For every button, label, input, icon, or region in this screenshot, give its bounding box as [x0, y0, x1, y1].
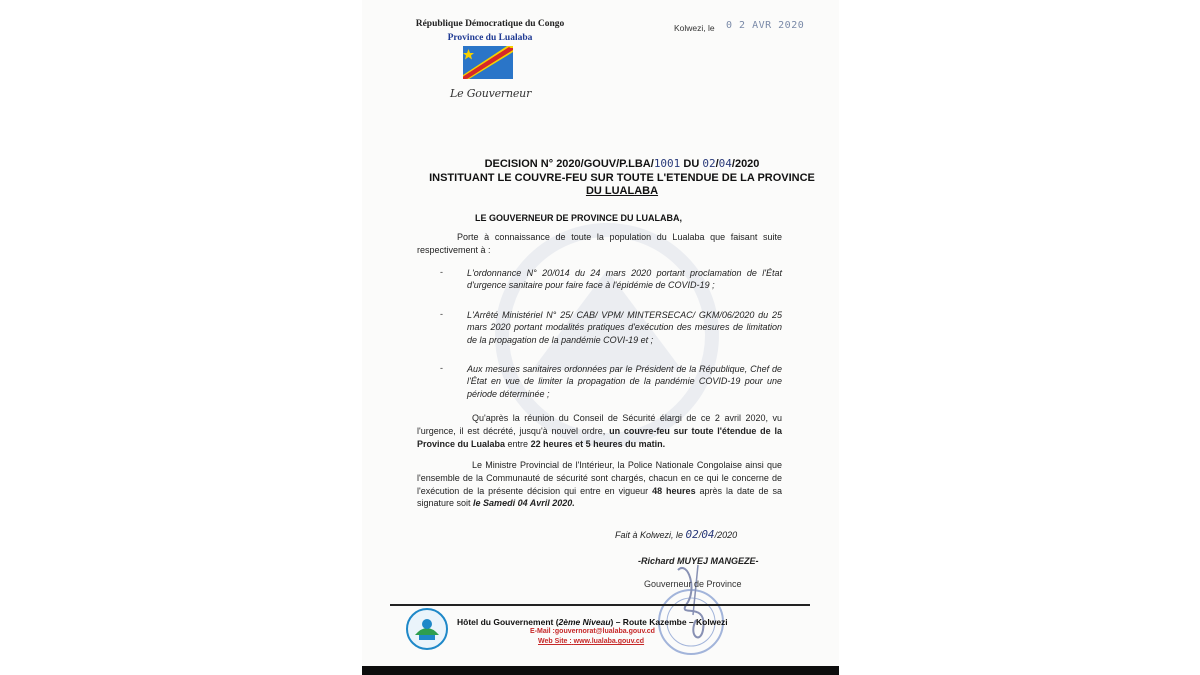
- bullet-2: -: [440, 309, 443, 319]
- bottom-bar: [362, 666, 839, 675]
- title-line2: INSTITUANT LE COUVRE-FEU SUR TOUTE L'ETENDUE DE LA PROVINCE: [429, 171, 815, 184]
- fait-label: Fait à Kolwezi, le: [615, 530, 684, 540]
- date-stamp: 0 2 AVR 2020: [726, 20, 805, 31]
- signer-name: -Richard MUYEJ MANGEZE-: [638, 556, 759, 566]
- list-item: L'Arrêté Ministériel N° 25/ CAB/ VPM/ MINTERSECAC/ GKM/06/2020 du 25 mars 2020 portant modalités pratiques d'exécution des mesures de limitation de la propagation de la pandémie COVI-19 et ;: [467, 310, 782, 345]
- bullet-3: -: [440, 363, 443, 373]
- title-prefix: DECISION N° 2020/GOUV/P.LBA/: [484, 158, 654, 170]
- curfew-paragraph: [417, 412, 782, 450]
- title-du: DU: [683, 158, 700, 170]
- addressee: LE GOUVERNEUR DE PROVINCE DU LUALABA,: [475, 213, 683, 223]
- email-address[interactable]: gouvernorat@lualaba.gouv.cd: [554, 628, 655, 635]
- addr-floor: 2ème Niveau: [558, 617, 611, 627]
- p2-part2: après la date de sa signature soit: [417, 485, 782, 509]
- place-date-label: Kolwezi, le: [674, 23, 715, 33]
- province-heading: Province du Lualaba: [447, 33, 533, 43]
- footer-address: [457, 617, 728, 627]
- bullet-1: -: [440, 267, 443, 277]
- intro-paragraph: Porte à connaissance de toute la population du Lualaba que faisant suite respectivement à :: [417, 232, 782, 255]
- republic-heading: République Démocratique du Congo: [415, 19, 565, 29]
- web-label: Web Site :: [538, 638, 572, 645]
- title-day: 02: [702, 157, 716, 170]
- fait-a-line: Fait à Kolwezi, le 02/04/2020: [615, 528, 738, 541]
- governor-script-title: Le Gouverneur: [450, 87, 532, 100]
- signer-title: Gouverneur de Province: [644, 579, 742, 589]
- email-label: E-Mail :: [530, 628, 555, 635]
- footer-divider: [390, 604, 810, 606]
- p1-part1: Qu'après la réunion du Conseil de Sécurité élargi de ce 2 avril 2020, vu l'urgence, il est décrété, jusqu'à nouvel ordre,: [417, 413, 782, 436]
- addr-prefix: Hôtel du Gouvernement (: [457, 617, 559, 627]
- p1-bold1: un couvre-feu sur toute l'étendue de la Province du Lualaba: [417, 425, 782, 449]
- footer-website: [538, 638, 644, 645]
- addr-suffix: ) – Route Kazembe – Kolwezi: [610, 617, 728, 627]
- decision-title: DECISION N° 2020/GOUV/P.LBA/1001 DU 02/04/2020 INSTITUANT LE COUVRE-FEU SUR TOUTE L'ETENDUE DE LA PROVINCE DU LUALABA: [429, 157, 815, 197]
- title-year: /2020: [731, 158, 760, 170]
- p1-part2: entre: [507, 438, 529, 449]
- list-item: Aux mesures sanitaires ordonnées par le Président de la République, Chef de l'État en vue de limiter la propagation de la pandémie COVID-19 pour une période déterminée ;: [467, 364, 782, 399]
- list-item: L'ordonnance N° 20/014 du 24 mars 2020 portant proclamation de l'État d'urgence sanitaire pour faire face à l'épidémie de COVID-19 ;: [467, 268, 782, 291]
- title-month: 04: [718, 157, 732, 170]
- execution-paragraph: [417, 459, 782, 510]
- document-page: [362, 0, 839, 675]
- footer-email: [530, 628, 655, 635]
- p1-bold2: 22 heures et 5 heures du matin.: [530, 438, 666, 449]
- p2-bold1: 48 heures: [652, 485, 696, 496]
- province-emblem-icon: [405, 607, 449, 651]
- fait-day: 02: [685, 528, 699, 541]
- fait-year: /2020: [714, 530, 738, 540]
- official-stamp: [648, 560, 734, 656]
- fait-month: 04: [701, 528, 715, 541]
- web-link[interactable]: www.lualaba.gouv.cd: [573, 638, 645, 645]
- decision-number: 1001: [653, 157, 681, 170]
- p2-part1: Le Ministre Provincial de l'Intérieur, la Police Nationale Congolaise ainsi que l'ensemble de la Communauté de sécurité sont chargés, chacun en ce qui le concerne de l'exécution de la présente décision qui entre en vigueur: [417, 460, 782, 496]
- drc-flag-icon: [463, 46, 513, 79]
- title-line3: DU LUALABA: [585, 185, 659, 197]
- p2-bold2: le Samedi 04 Avril 2020.: [473, 498, 575, 509]
